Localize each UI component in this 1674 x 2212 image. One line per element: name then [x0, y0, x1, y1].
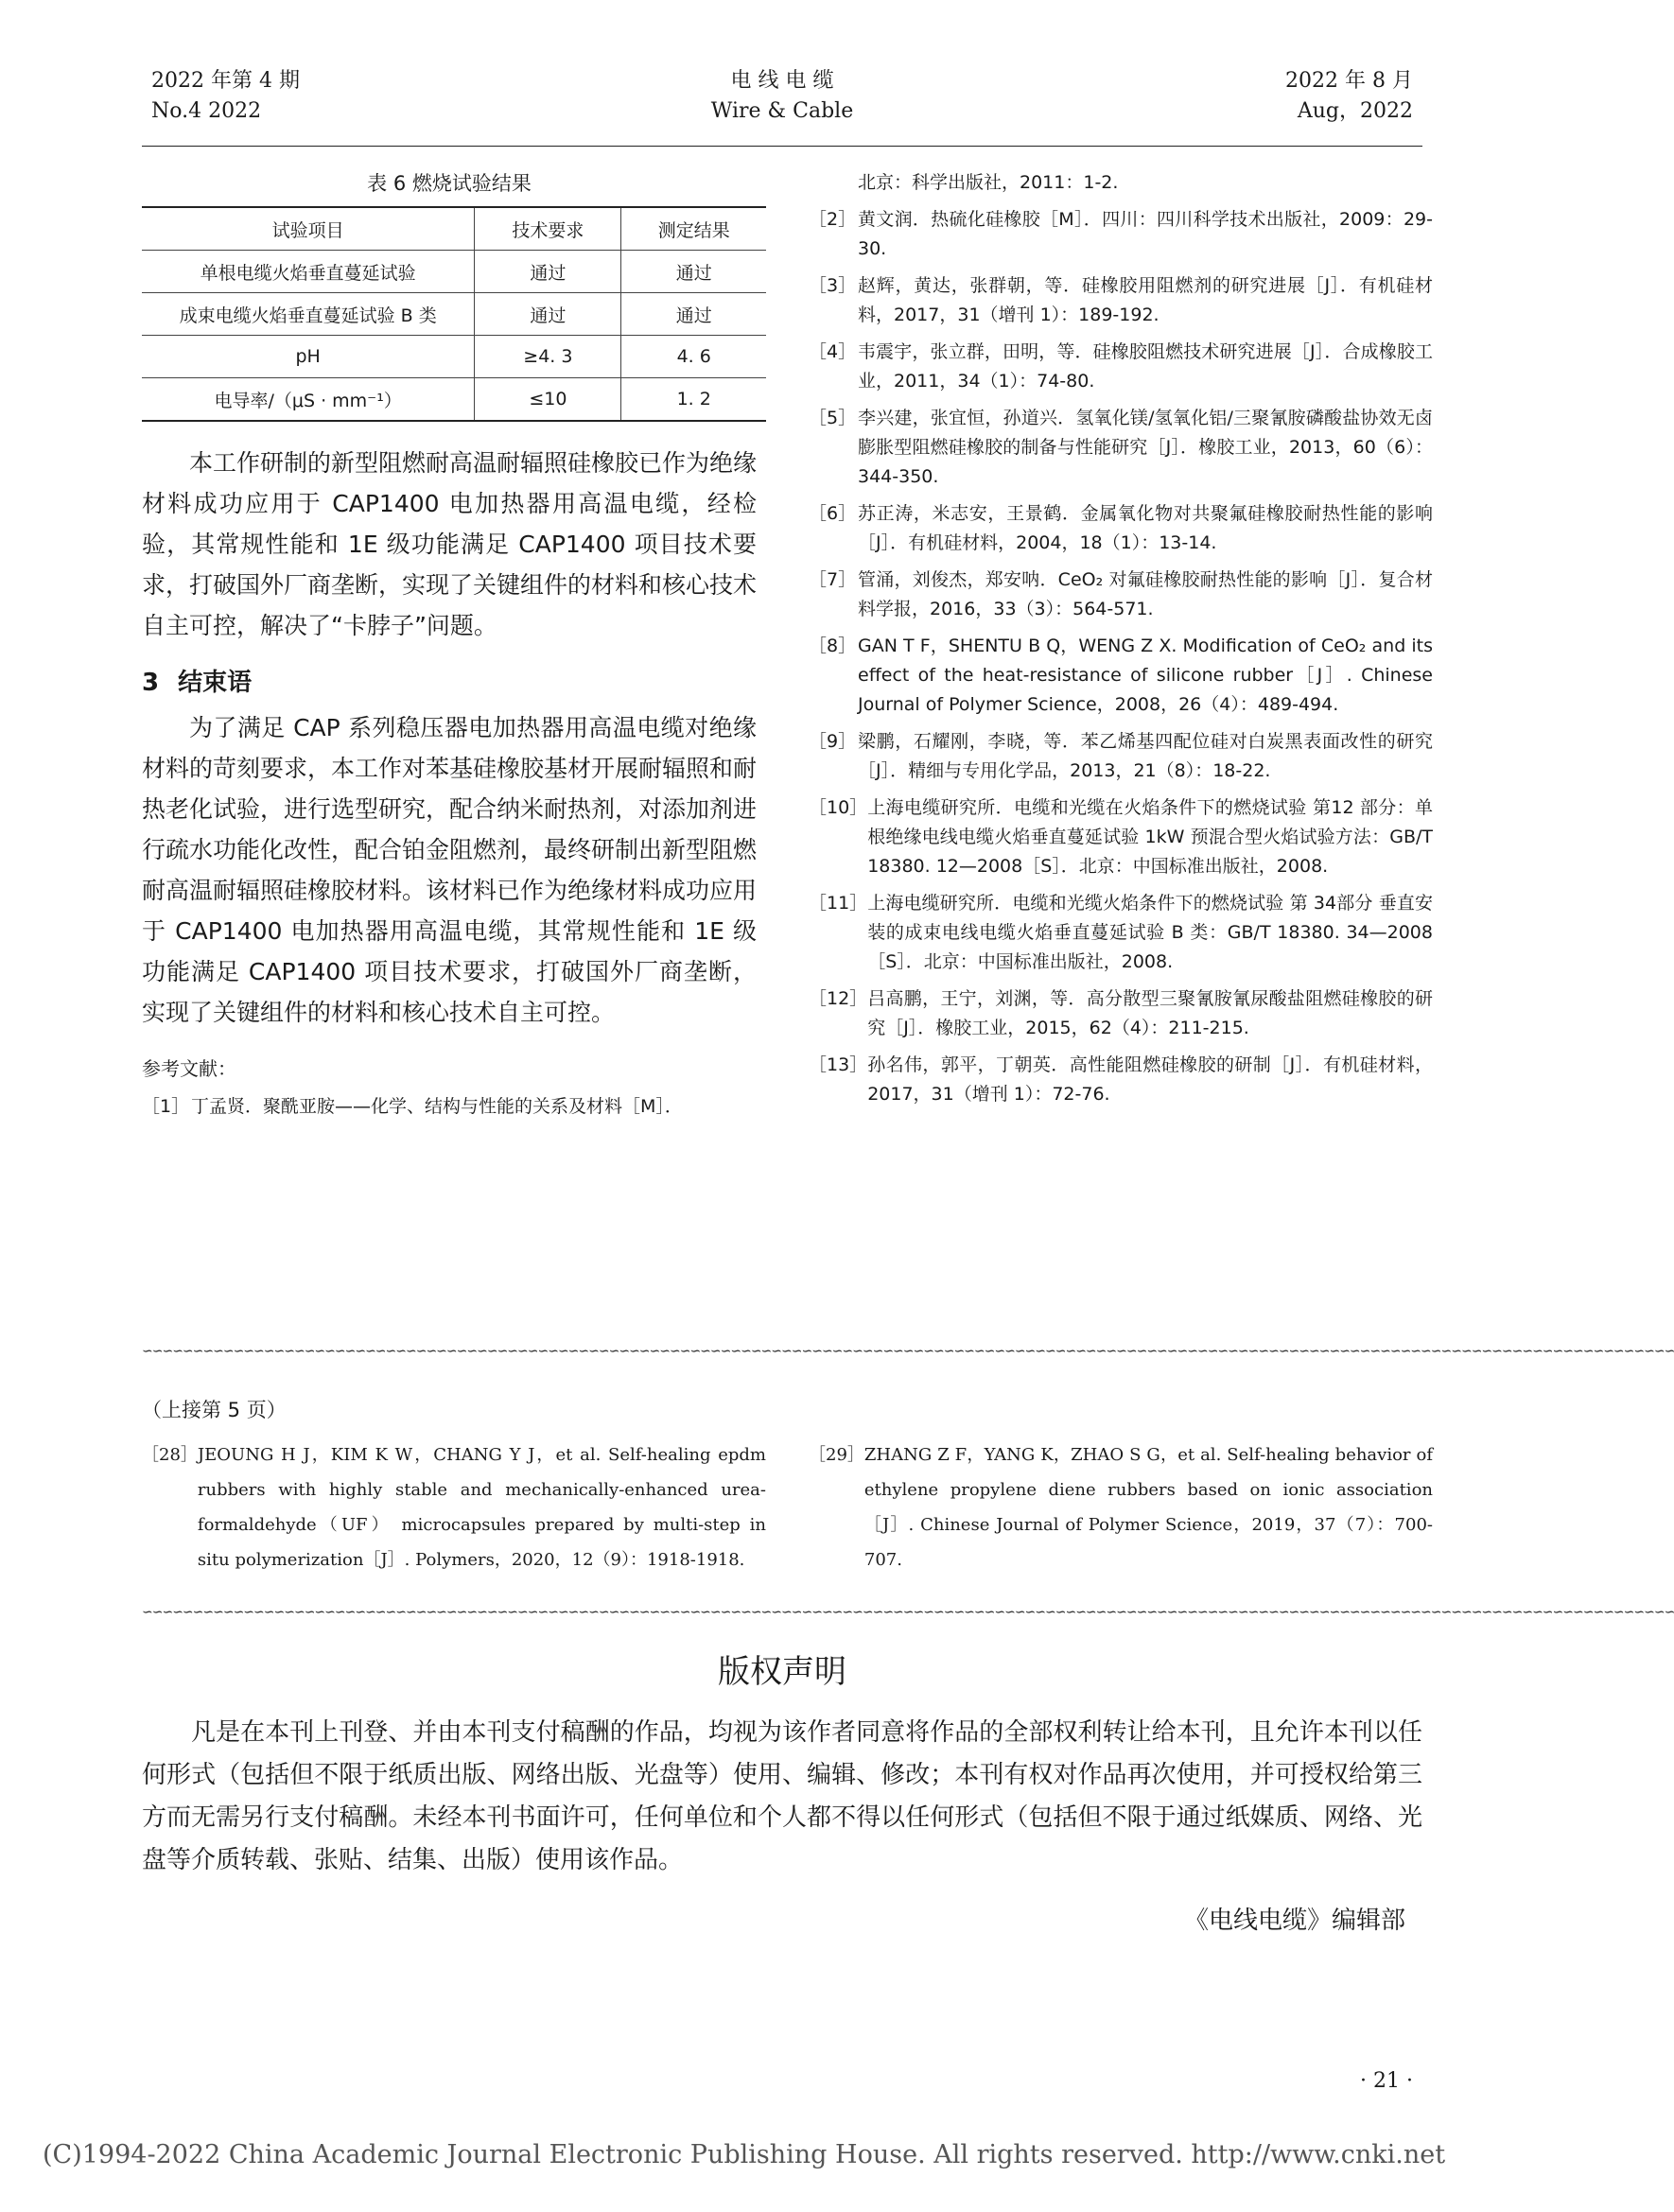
wavy-divider-top: ∽∽∽∽∽∽∽∽∽∽∽∽∽∽∽∽∽∽∽∽∽∽∽∽∽∽∽∽∽∽∽∽∽∽∽∽∽∽∽∽∽∽∽∽∽∽∽∽∽∽∽∽∽∽∽∽∽∽∽∽∽∽∽∽∽∽∽∽∽∽∽∽∽∽∽∽∽∽∽∽∽∽∽∽∽∽∽∽∽∽∽∽∽∽∽∽∽∽∽∽∽∽∽∽∽∽∽∽∽∽∽∽∽∽∽∽∽∽∽∽∽∽∽∽∽∽∽∽∽∽∽∽∽∽∽∽∽∽∽∽∽∽∽∽∽∽∽∽∽∽∽: [142, 1344, 1674, 1359]
header-cell: 技术要求: [475, 207, 621, 251]
reference-item: [809, 1437, 1433, 1577]
reference-number: ［8］: [809, 636, 857, 656]
reference-number: ［10］: [809, 797, 868, 818]
reference-number: ［9］: [809, 731, 857, 752]
reference-number: ［13］: [809, 1054, 868, 1075]
reference-text: 孙名伟，郭平，丁朝英．高性能阻燃硅橡胶的研制［J］．有机硅材料，2017，31（增刊 1）：72-76.: [867, 1054, 1433, 1105]
table-cell: 通过: [475, 251, 621, 293]
reference-text: GAN T F，SHENTU B Q，WENG Z X. Modification of CeO₂ and its effect of the heat-resistance of silicone rubber［J］. Chinese Journal of Polymer Science，2008，26（4）：489-494.: [858, 636, 1433, 715]
header-cell: 测定结果: [621, 207, 766, 251]
reference-text: 韦震宇，张立群，田明，等．硅橡胶阻燃技术研究进展［J］．合成橡胶工业，2011，34（1）：74-80.: [858, 341, 1433, 392]
section-heading: [142, 663, 757, 698]
wavy-divider-bottom: ∽∽∽∽∽∽∽∽∽∽∽∽∽∽∽∽∽∽∽∽∽∽∽∽∽∽∽∽∽∽∽∽∽∽∽∽∽∽∽∽∽∽∽∽∽∽∽∽∽∽∽∽∽∽∽∽∽∽∽∽∽∽∽∽∽∽∽∽∽∽∽∽∽∽∽∽∽∽∽∽∽∽∽∽∽∽∽∽∽∽∽∽∽∽∽∽∽∽∽∽∽∽∽∽∽∽∽∽∽∽∽∽∽∽∽∽∽∽∽∽∽∽∽∽∽∽∽∽∽∽∽∽∽∽∽∽∽∽∽∽∽∽∽∽∽∽∽∽∽∽∽: [142, 1605, 1674, 1620]
results-table: [142, 206, 766, 422]
table-cell: 通过: [475, 293, 621, 336]
reference-number: [809, 168, 858, 198]
copyright-title: 版权声明: [718, 1653, 846, 1691]
reference-text: 赵辉，黄达，张群朝，等．硅橡胶用阻燃剂的研究进展［J］．有机硅材料，2017，31（增刊 1）：189-192.: [858, 275, 1433, 325]
reference-text: 吕高鹏，王宁，刘渊，等．高分散型三聚氰胺氰尿酸盐阻燃硅橡胶的研究［J］．橡胶工业，2015，62（4）：211-215.: [867, 988, 1433, 1038]
table-cell: 通过: [621, 293, 766, 336]
reference-text: 梁鹏，石耀刚，李晓，等．苯乙烯基四配位硅对白炭黑表面改性的研究［J］．精细与专用化学品，2013，21（8）：18-22.: [858, 731, 1433, 781]
copyright-body: 凡是在本刊上刊登、并由本刊支付稿酬的作品，均视为该作者同意将作品的全部权利转让给本刊，且允许本刊以任何形式（包括但不限于纸质出版、网络出版、光盘等）使用、编辑、修改；本刊有权对作品再次使用，并可授权给第三方而无需另行支付稿酬。未经本刊书面许可，任何单位和个人都不得以任何形式（包括但不限于通过纸媒质、网络、光盘等介质转载、张贴、结集、出版）使用该作品。: [142, 1718, 1422, 1874]
reference-item: [809, 889, 1433, 977]
reference-text: 北京：科学出版社，2011：1-2.: [858, 172, 1119, 193]
reference-text: 李兴建，张宜恒，孙道兴．氢氧化镁/氢氧化铝/三聚氰胺磷酸盐协效无卤膨胀型阻燃硅橡胶的制备与性能研究［J］．橡胶工业，2013，60（6）：344-350.: [858, 408, 1433, 487]
reference-number: ［6］: [809, 503, 857, 524]
journal-date: [1285, 66, 1413, 127]
reference-item: [809, 632, 1433, 720]
reference-item: [809, 727, 1433, 786]
journal-title-cn: 电 线 电 缆: [730, 69, 834, 93]
footer-copyright: (C)1994-2022 China Academic Journal Electronic Publishing House. All rights reserved. http://www.cnki.net: [43, 2140, 1446, 2169]
table-cell: 成束电缆火焰垂直蔓延试验 B 类: [179, 305, 437, 326]
reference-item: [809, 168, 1433, 198]
body-paragraph: 为了满足 CAP 系列稳压器电加热器用高温电缆对绝缘材料的苛刻要求，本工作对苯基硅橡胶基材开展耐辐照和耐热老化试验，进行选型研究，配合纳米耐热剂，对添加剂进行疏水功能化改性，配合铂金阻燃剂，最终研制出新型阻燃耐高温耐辐照硅橡胶材料。该材料已作为绝缘材料成功应用于 CAP1400 电加热器用高温电缆，其常规性能和 1E 级功能满足 CAP1400 项目技术要求，打破国外厂商垄断，实现了关键组件的材料和核心技术自主可控。: [142, 714, 758, 1026]
header-cell: 试验项目: [271, 219, 344, 241]
reference-number: ［29］: [809, 1445, 864, 1465]
table-title: 表 6 燃烧试验结果: [367, 172, 532, 195]
section-title: 结束语: [178, 669, 253, 697]
left-column: [142, 168, 757, 1129]
continued-heading: （上接第 5 页）: [142, 1399, 287, 1421]
journal-title-en: Wire & Cable: [710, 99, 854, 123]
reference-text: JEOUNG H J，KIM K W，CHANG Y J，et al. Self-healing epdm rubbers with highly stable and mechanically-enhanced urea-formaldehyde（UF） microcapsules prepared by multi-step in situ polymerization［J］. Polymers，2020，12（9）：1918-1918.: [197, 1445, 766, 1570]
copyright-signature: 《电线电缆》编辑部: [1183, 1907, 1405, 1935]
body-paragraph: 本工作研制的新型阻燃耐高温耐辐照硅橡胶已作为绝缘材料成功应用于 CAP1400 电加热器用高温电缆，经检验，其常规性能和 1E 级功能满足 CAP1400 项目技术要求，打破国外厂商垄断，实现了关键组件的材料和核心技术自主可控，解决了“卡脖子”问题。: [142, 449, 758, 639]
reference-number: ［1］: [142, 1096, 190, 1117]
table-row: [142, 336, 766, 378]
reference-text: 丁孟贤．聚酰亚胺——化学、结构与性能的关系及材料［M］．: [191, 1096, 683, 1117]
reference-number: ［2］: [809, 209, 857, 230]
reference-item: [809, 984, 1433, 1043]
reference-item: [809, 499, 1433, 558]
reference-number: ［3］: [809, 275, 857, 296]
reference-text: 上海电缆研究所．电缆和光缆火焰条件下的燃烧试验 第 34部分 垂直安装的成束电线电缆火焰垂直蔓延试验 B 类：GB/T 18380. 34—2008［S］．北京：中国标准出版社，2008.: [867, 893, 1433, 972]
table-cell: ≥4. 3: [475, 336, 621, 378]
table-row: [142, 251, 766, 293]
reference-number: ［11］: [809, 893, 868, 914]
reference-number: ［28］: [142, 1445, 198, 1465]
table-cell: 通过: [621, 251, 766, 293]
table-cell: ≤10: [475, 378, 621, 422]
reference-number: ［5］: [809, 408, 857, 428]
date-cn: 2022 年 8 月: [1285, 69, 1413, 93]
table-header-row: [142, 207, 766, 251]
table-cell: pH: [295, 346, 321, 367]
reference-number: ［12］: [809, 988, 868, 1009]
reference-item: [809, 566, 1433, 624]
reference-text: 黄文润．热硫化硅橡胶［M］．四川：四川科学技术出版社，2009：29-30.: [858, 209, 1433, 259]
reference-text: 管涌，刘俊杰，郑安呐．CeO₂ 对氟硅橡胶耐热性能的影响［J］．复合材料学报，2016，33（3）：564-571.: [858, 569, 1433, 619]
reference-item: [142, 1437, 766, 1577]
reference-item: [809, 338, 1433, 396]
table-cell: 1. 2: [621, 378, 766, 422]
issue-cn: 2022 年第 4 期: [151, 69, 300, 93]
continued-ref-28: [142, 1437, 766, 1585]
page-number: · 21 ·: [1360, 2069, 1413, 2093]
date-en: Aug，2022: [1297, 99, 1413, 123]
table-cell: 4. 6: [621, 336, 766, 378]
table-row: [142, 293, 766, 336]
right-column: [809, 168, 1433, 1117]
continued-ref-29: [809, 1437, 1433, 1585]
reference-number: ［4］: [809, 341, 857, 362]
reference-text: 上海电缆研究所．电缆和光缆在火焰条件下的燃烧试验 第12 部分：单根绝缘电线电缆火焰垂直蔓延试验 1kW 预混合型火焰试验方法：GB/T 18380. 12—2008［S］．北京：中国标准出版社，2008.: [867, 797, 1433, 877]
header-rule: [142, 146, 1422, 147]
reference-text: 苏正涛，米志安，王景鹤．金属氧化物对共聚氟硅橡胶耐热性能的影响［J］．有机硅材料，2004，18（1）：13-14.: [858, 503, 1433, 553]
reference-item: [809, 793, 1433, 881]
reference-item: [809, 271, 1433, 330]
references-heading: 参考文献：: [142, 1057, 236, 1080]
reference-item: [809, 205, 1433, 264]
table-row: [142, 378, 766, 422]
reference-number: ［7］: [809, 569, 857, 590]
section-number: 3: [142, 669, 160, 697]
reference-item: [809, 404, 1433, 492]
reference-text: ZHANG Z F，YANG K，ZHAO S G，et al. Self-healing behavior of ethylene propylene diene rubbers based on ionic association［J］. Chinese Journal of Polymer Science，2019，37（7）：700-707.: [863, 1445, 1433, 1570]
issue-en: No.4 2022: [151, 99, 262, 123]
table-cell: 单根电缆火焰垂直蔓延试验: [200, 262, 416, 284]
reference-item: [809, 1051, 1433, 1109]
reference-item: [142, 1092, 757, 1122]
table-cell: 电导率/（μS · mm⁻¹）: [214, 390, 402, 411]
